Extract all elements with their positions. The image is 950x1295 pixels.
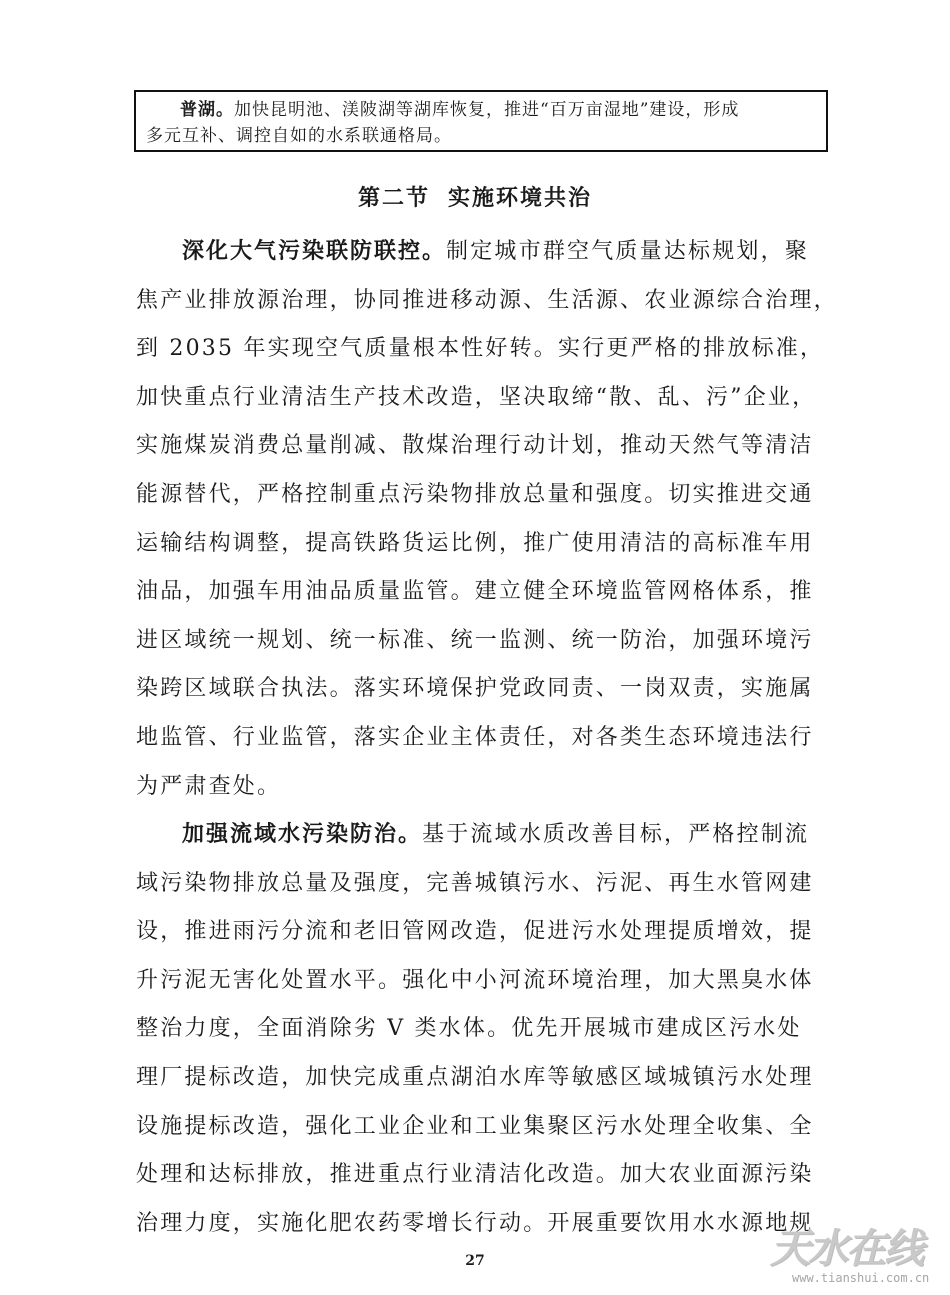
section-title <box>0 181 950 212</box>
paragraph-line: 域污染物排放总量及强度，完善城镇污水、污泥、再生水管网建 <box>136 870 814 896</box>
paragraph-air-pollution <box>136 228 838 811</box>
paragraph-line: 焦产业排放源治理，协同推进移动源、生活源、农业源综合治理， <box>136 287 838 313</box>
paragraph-line: 升污泥无害化处置水平。强化中小河流环境治理，加大黑臭水体 <box>136 967 814 993</box>
paragraph-line: 为严肃查处。 <box>136 773 282 799</box>
note-line-1 <box>146 97 816 123</box>
paragraph-line: 染跨区域联合执法。落实环境保护党政同责、一岗双责，实施属 <box>136 676 814 702</box>
paragraph-line: 实施煤炭消费总量削减、散煤治理行动计划，推动天然气等清洁 <box>136 433 814 459</box>
section-title-text: 实施环境共治 <box>448 186 593 211</box>
page-number: 27 <box>465 1253 485 1269</box>
paragraph-line: 设施提标改造，强化工业企业和工业集聚区污水处理全收集、全 <box>136 1113 814 1139</box>
note-line-2: 多元互补、调控自如的水系联通格局。 <box>146 126 452 146</box>
paragraph-line: 运输结构调整，提高铁路货运比例，推广使用清洁的高标准车用 <box>136 530 814 556</box>
paragraph-line: 加快重点行业清洁生产技术改造，坚决取缔“散、乱、污”企业， <box>136 384 817 410</box>
paragraph-line: 处理和达标排放，推进重点行业清洁化改造。加大农业面源污染 <box>136 1162 814 1188</box>
watermark-text: 天水在线 <box>770 1226 922 1272</box>
paragraph-line: 进区域统一规划、统一标准、统一监测、统一防治，加强环境污 <box>136 627 814 653</box>
paragraph-line: 整治力度，全面消除劣 V 类水体。优先开展城市建成区污水处 <box>136 1016 802 1042</box>
paragraph-line-text: 制定城市群空气质量达标规划，聚 <box>446 239 810 264</box>
paragraph-line-text: 基于流域水质改善目标，严格控制流 <box>422 822 810 847</box>
paragraph-line <box>136 811 826 860</box>
paragraph-line: 治理力度，实施化肥农药零增长行动。开展重要饮用水水源地规 <box>136 1210 814 1236</box>
note-lead: 普湖。 <box>180 100 234 120</box>
paragraph-lead: 加强流域水污染防治。 <box>182 822 423 847</box>
paragraph-line: 设，推进雨污分流和老旧管网改造，促进污水处理提质增效，提 <box>136 919 814 945</box>
site-watermark <box>770 1215 945 1293</box>
boxed-note <box>134 90 828 152</box>
paragraph-line: 理厂提标改造，加快完成重点湖泊水库等敏感区域城镇污水处理 <box>136 1064 814 1090</box>
watermark-url: www.tianshui.com.cn <box>792 1271 930 1285</box>
note-line-1-text: 加快昆明池、渼陂湖等湖库恢复，推进“百万亩湿地”建设，形成 <box>234 100 740 120</box>
paragraph-line: 到 2035 年实现空气质量根本性好转。实行更严格的排放标准， <box>136 336 825 362</box>
paragraph-line: 油品，加强车用油品质量监管。建立健全环境监管网格体系，推 <box>136 579 814 605</box>
paragraph-water-pollution <box>136 811 826 1248</box>
paragraph-line <box>136 228 826 277</box>
paragraph-lead: 深化大气污染联防联控。 <box>182 239 447 264</box>
section-title-number: 第二节 <box>357 186 430 211</box>
paragraph-line: 地监管、行业监管，落实企业主体责任，对各类生态环境违法行 <box>136 724 814 750</box>
paragraph-line: 能源替代，严格控制重点污染物排放总量和强度。切实推进交通 <box>136 481 814 507</box>
